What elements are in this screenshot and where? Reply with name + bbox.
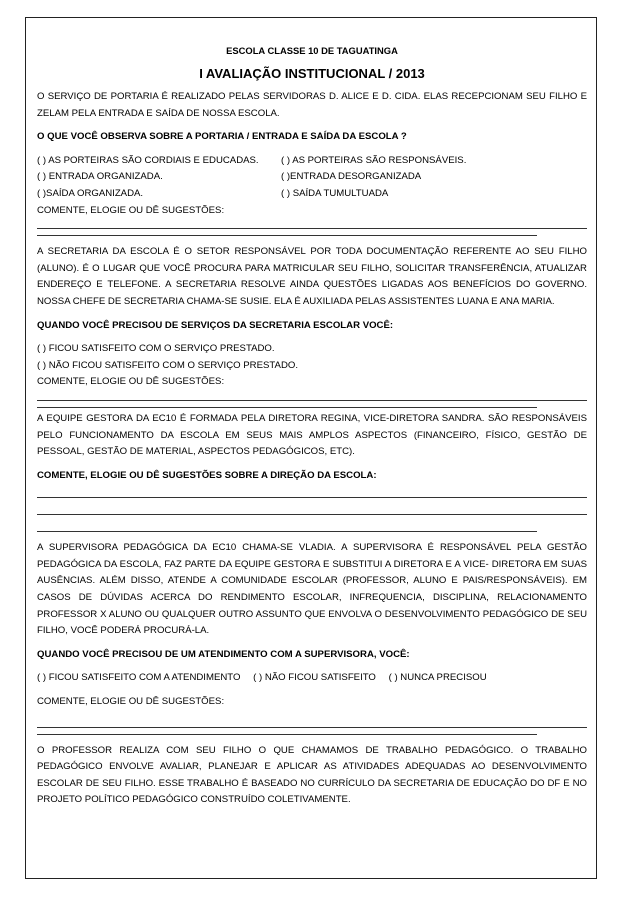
supervisora-options — [37, 670, 587, 687]
option-satisfeito-atendimento[interactable]: ( ) FICOU SATISFEITO COM A ATENDIMENTO — [37, 672, 241, 684]
portaria-intro: O SERVIÇO DE PORTARIA É REALIZADO PELAS SERVIDORAS D. ALICE E D. CIDA. ELAS RECEPCIONAM SEU FILHO E ZELAM PELA ENTRADA E SAÍDA DE NOSSA ESCOLA. — [37, 91, 587, 119]
secretaria-comment-lines[interactable] — [37, 394, 587, 408]
option-cordiais[interactable]: ( ) AS PORTEIRAS SÃO CORDIAIS E EDUCADAS. — [37, 154, 259, 166]
answer-line[interactable] — [37, 394, 587, 401]
portaria-question: O QUE VOCÊ OBSERVA SOBRE A PORTARIA / ENTRADA E SAÍDA DA ESCOLA ? — [37, 131, 407, 143]
answer-line[interactable] — [37, 728, 537, 735]
direcao-comment-lines[interactable] — [37, 491, 587, 532]
answer-line[interactable] — [37, 525, 537, 532]
answer-line[interactable] — [37, 508, 587, 515]
option-nunca-precisou[interactable]: ( ) NUNCA PRECISOU — [388, 672, 487, 684]
option-entrada-desorganizada[interactable]: ( )ENTRADA DESORGANIZADA — [281, 171, 422, 183]
option-nao-satisfeito[interactable]: ( ) NÃO FICOU SATISFEITO — [253, 672, 376, 684]
evaluation-title: I AVALIAÇÃO INSTITUCIONAL / 2013 — [199, 66, 425, 81]
answer-line[interactable] — [37, 229, 537, 236]
supervisora-question: QUANDO VOCÊ PRECISOU DE UM ATENDIMENTO COM A SUPERVISORA, VOCÊ: — [37, 648, 410, 660]
portaria-options-row — [37, 186, 587, 203]
option-responsaveis[interactable]: ( ) AS PORTEIRAS SÃO RESPONSÁVEIS. — [281, 154, 467, 166]
portaria-options-row — [37, 169, 587, 186]
direcao-intro: A EQUIPE GESTORA DA EC10 É FORMADA PELA DIRETORA REGINA, VICE-DIRETORA SANDRA. SÃO RESPONSÁVEIS PELO FUNCIONAMENTO DA ESCOLA EM SEUS MAIS AMPLOS ASPECTOS (FINANCEIRO, FÍSICO, GESTÃO DE PESSOAL, GESTÃO DE MATERIAL, ASPECTOS PEDAGÓGICOS, ETC). — [37, 412, 587, 458]
secretaria-comment-label: COMENTE, ELOGIE OU DÊ SUGESTÕES: — [37, 376, 225, 388]
answer-line[interactable] — [37, 491, 587, 498]
option-satisfeito-servico[interactable]: ( ) FICOU SATISFEITO COM O SERVIÇO PRESTADO. — [37, 343, 275, 355]
supervisora-comment-label: COMENTE, ELOGIE OU DÊ SUGESTÕES: — [37, 696, 225, 708]
option-nao-satisfeito-servico[interactable]: ( ) NÃO FICOU SATISFEITO COM O SERVIÇO PRESTADO. — [37, 359, 299, 371]
direcao-question: COMENTE, ELOGIE OU DÊ SUGESTÕES SOBRE A DIREÇÃO DA ESCOLA: — [37, 469, 377, 481]
form-page — [25, 17, 597, 879]
secretaria-question: QUANDO VOCÊ PRECISOU DE SERVIÇOS DA SECRETARIA ESCOLAR VOCÊ: — [37, 319, 394, 331]
answer-line[interactable] — [37, 721, 587, 728]
portaria-comment-lines[interactable] — [37, 222, 587, 236]
answer-line[interactable] — [37, 222, 587, 229]
option-saida-tumultuada[interactable]: ( ) SAÍDA TUMULTUADA — [281, 187, 389, 199]
form-content — [37, 44, 587, 816]
supervisora-comment-lines[interactable] — [37, 721, 587, 735]
school-name: ESCOLA CLASSE 10 DE TAGUATINGA — [226, 45, 398, 56]
option-entrada-organizada[interactable]: ( ) ENTRADA ORGANIZADA. — [37, 171, 163, 183]
supervisora-intro: A SUPERVISORA PEDAGÓGICA DA EC10 CHAMA-SE VLADIA. A SUPERVISORA É RESPONSÁVEL PELA GESTÃO PEDAGÓGICA DA ESCOLA, FAZ PARTE DA EQUIPE GESTORA E SUBSTITUI A DIRETORA E A VICE- DIRETORA EM SUAS AUSÊNCIAS. ALÉM DISSO, ATENDE A COMUNIDADE ESCOLAR (PROFESSOR, ALUNO E PAIS/RESPONSÁVEIS). EM CASOS DE DÚVIDAS ACERCA DO RENDIMENTO ESCOLAR, INFREQUENCIA, DISCIPLINA, RELACIONAMENTO PROFESSOR X ALUNO OU QUALQUER OUTRO ASSUNTO QUE ENVOLVA O DESENVOLVIMENTO PEDAGÓGICO DE SEU FILHO, VOCÊ PODERÁ PROCURÁ-LA. — [37, 542, 587, 637]
portaria-options-row — [37, 153, 587, 170]
option-saida-organizada[interactable]: ( )SAÍDA ORGANIZADA. — [37, 187, 144, 199]
portaria-comment-label: COMENTE, ELOGIE OU DÊ SUGESTÕES: — [37, 204, 225, 216]
professor-intro: O PROFESSOR REALIZA COM SEU FILHO O QUE CHAMAMOS DE TRABALHO PEDAGÓGICO. O TRABALHO PEDAGÓGICO ENVOLVE AVALIAR, PLANEJAR E APLICAR AS ATIVIDADES ADEQUADAS AO DESENVOLVIMENTO ESCOLAR DE SEU FILHO. ESSE TRABALHO É BASEADO NO CURRÍCULO DA SECRETARIA DE EDUCAÇÃO DO DF E NO PROJETO POLÍTICO PEDAGÓGICO CONSTRUÍDO COLETIVAMENTE. — [37, 744, 587, 806]
secretaria-intro: A SECRETARIA DA ESCOLA É O SETOR RESPONSÁVEL POR TODA DOCUMENTAÇÃO REFERENTE AO SEU FILHO (ALUNO). É O LUGAR QUE VOCÊ PROCURA PARA MATRICULAR SEU FILHO, SOLICITAR TRANSFERÊNCIA, ATUALIZAR ENDEREÇO E TELEFONE. A SECRETARIA RESOLVE AINDA QUESTÕES LIGADAS AOS BENEFÍCIOS DO GOVERNO. NOSSA CHEFE DE SECRETARIA CHAMA-SE SUSIE. ELA É AUXILIADA PELAS ASSISTENTES LUANA E ANA MARIA. — [37, 246, 587, 307]
answer-line[interactable] — [37, 401, 537, 408]
